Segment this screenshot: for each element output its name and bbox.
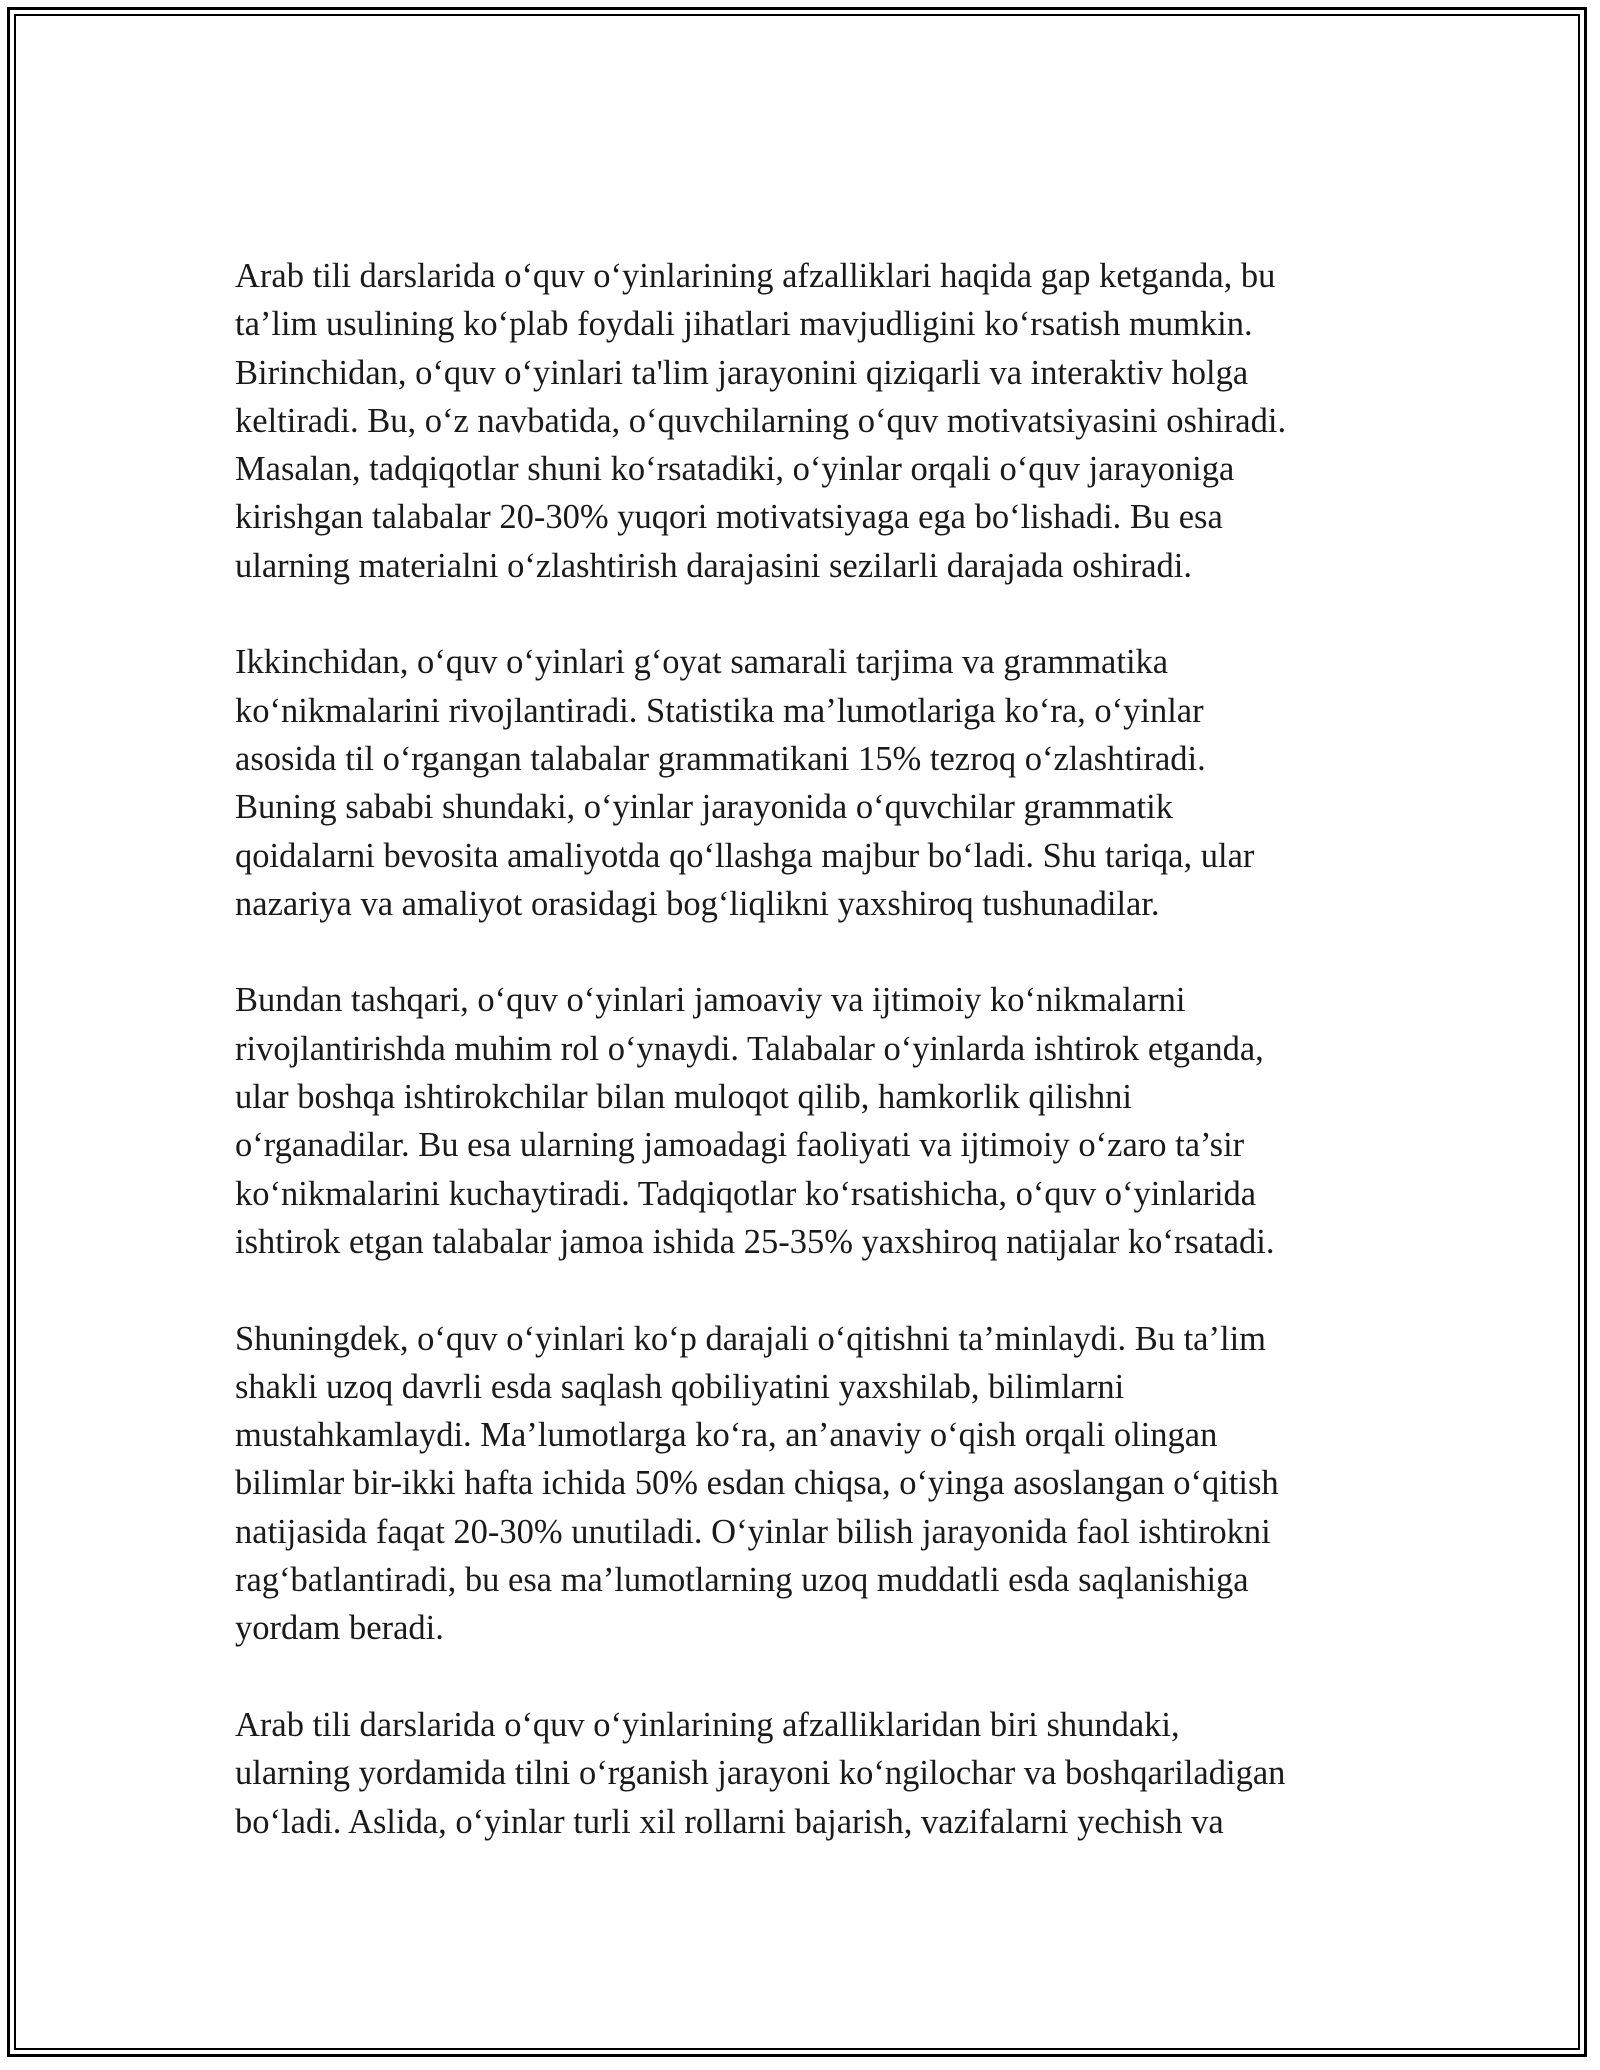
text-line: ularning materialni o‘zlashtirish darajasini sezilarli darajada oshiradi. — [235, 546, 1193, 585]
text-line: yordam beradi. — [235, 1609, 444, 1648]
text-line: Masalan, tadqiqotlar shuni ko‘rsatadiki, o‘yinlar orqali o‘quv jarayoniga — [235, 450, 1235, 489]
text-line: nazariya va amaliyot orasidagi bog‘liqlikni yaxshiroq tushunadilar. — [235, 884, 1160, 923]
text-line: ta’lim usulining ko‘plab foydali jihatlari mavjudligini ko‘rsatish mumkin. — [235, 305, 1253, 344]
paragraph-5 — [235, 1701, 1375, 1846]
text-line: shakli uzoq davrli esda saqlash qobiliyatini yaxshilab, bilimlarni — [235, 1367, 1125, 1406]
paragraph-2 — [235, 638, 1375, 928]
text-line: Buning sababi shundaki, o‘yinlar jarayonida o‘quvchilar grammatik — [235, 788, 1173, 827]
text-line: bilimlar bir-ikki hafta ichida 50% esdan chiqsa, o‘yinga asoslangan o‘qitish — [235, 1464, 1279, 1503]
text-line: natijasida faqat 20-30% unutiladi. O‘yinlar bilish jarayonida faol ishtirokni — [235, 1512, 1271, 1551]
text-line: keltiradi. Bu, o‘z navbatida, o‘quvchilarning o‘quv motivatsiyasini oshiradi. — [235, 401, 1287, 440]
text-line: bo‘ladi. Aslida, o‘yinlar turli xil rollarni bajarish, vazifalarni yechish va — [235, 1802, 1224, 1841]
text-line: mustahkamlaydi. Ma’lumotlarga ko‘ra, an’anaviy o‘qish orqali olingan — [235, 1416, 1218, 1455]
text-line: Ikkinchidan, o‘quv o‘yinlari g‘oyat samarali tarjima va grammatika — [235, 643, 1169, 682]
text-line: o‘rganadilar. Bu esa ularning jamoadagi faoliyati va ijtimoiy o‘zaro ta’sir — [235, 1126, 1245, 1165]
paragraph-1 — [235, 252, 1375, 590]
text-line: Birinchidan, o‘quv o‘yinlari ta'lim jarayonini qiziqarli va interaktiv holga — [235, 353, 1249, 392]
text-line: ularning yordamida tilni o‘rganish jarayoni ko‘ngilochar va boshqariladigan — [235, 1754, 1286, 1793]
text-line: rag‘batlantiradi, bu esa ma’lumotlarning uzoq muddatli esda saqlanishiga — [235, 1561, 1249, 1600]
text-line: asosida til o‘rgangan talabalar grammatikani 15% tezroq o‘zlashtiradi. — [235, 739, 1206, 778]
text-line: ko‘nikmalarini kuchaytiradi. Tadqiqotlar ko‘rsatishicha, o‘quv o‘yinlarida — [235, 1174, 1257, 1213]
text-line: ular boshqa ishtirokchilar bilan muloqot qilib, hamkorlik qilishni — [235, 1078, 1132, 1117]
text-line: rivojlantirishda muhim rol o‘ynaydi. Talabalar o‘yinlarda ishtirok etganda, — [235, 1029, 1264, 1068]
document-body — [235, 252, 1375, 1894]
text-line: Arab tili darslarida o‘quv o‘yinlarining afzalliklaridan biri shundaki, — [235, 1705, 1180, 1744]
text-line: Bundan tashqari, o‘quv o‘yinlari jamoaviy va ijtimoiy ko‘nikmalarni — [235, 981, 1186, 1020]
text-line: ko‘nikmalarini rivojlantiradi. Statistika ma’lumotlariga ko‘ra, o‘yinlar — [235, 691, 1204, 730]
paragraph-3 — [235, 976, 1375, 1266]
text-line: qoidalarni bevosita amaliyotda qo‘llashga majbur bo‘ladi. Shu tariqa, ular — [235, 836, 1255, 875]
text-line: Shuningdek, o‘quv o‘yinlari ko‘p darajali o‘qitishni ta’minlaydi. Bu ta’lim — [235, 1319, 1266, 1358]
paragraph-4 — [235, 1315, 1375, 1653]
text-line: Arab tili darslarida o‘quv o‘yinlarining afzalliklari haqida gap ketganda, bu — [235, 257, 1276, 295]
text-line: kirishgan talabalar 20-30% yuqori motivatsiyaga ega bo‘lishadi. Bu esa — [235, 498, 1223, 537]
text-line: ishtirok etgan talabalar jamoa ishida 25-35% yaxshiroq natijalar ko‘rsatadi. — [235, 1222, 1275, 1261]
